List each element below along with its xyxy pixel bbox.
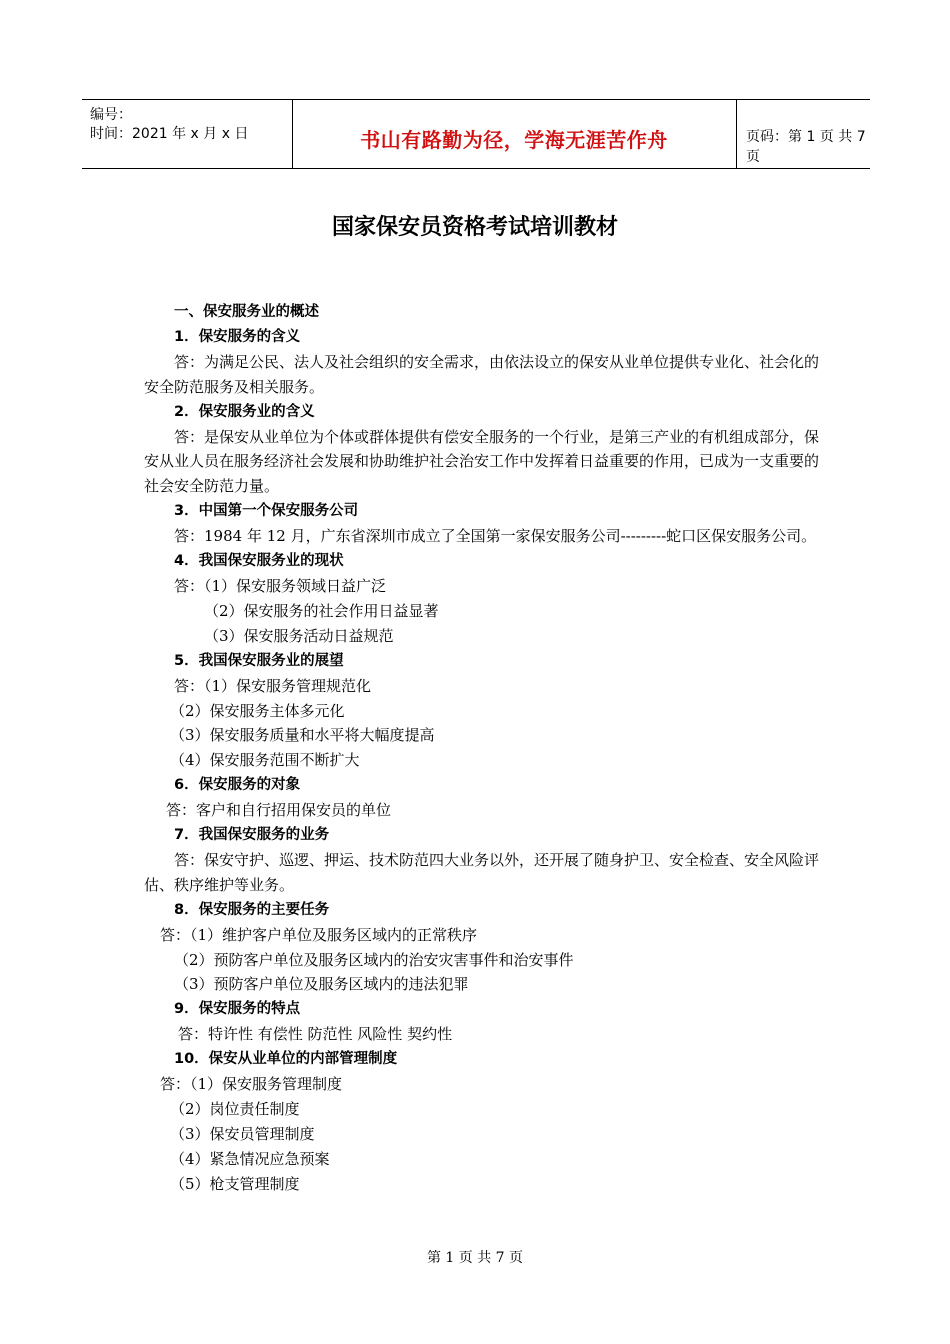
- section-heading: 5．我国保安服务业的展望: [174, 652, 344, 669]
- body-paragraph: 答：保安守护、巡逻、押运、技术防范四大业务以外，还开展了随身护卫、安全检查、安全风险评估、秩序维护等业务。: [144, 850, 820, 894]
- section-heading: 7．我国保安服务的业务: [174, 827, 330, 844]
- body-paragraph: 答：为满足公民、法人及社会组织的安全需求，由依法设立的保安从业单位提供专业化、社会化的安全防范服务及相关服务。: [144, 352, 820, 396]
- header-meta-cell: [82, 100, 293, 168]
- header-motto: 书山有路勤为径，学海无涯苦作舟: [360, 128, 668, 152]
- section-heading: 1．保安服务的含义: [174, 328, 301, 345]
- body-paragraph: （4）紧急情况应急预案: [170, 1149, 330, 1168]
- body-paragraph: 答：（1）保安服务管理规范化: [174, 676, 372, 695]
- body-paragraph: （2）岗位责任制度: [170, 1100, 300, 1118]
- section-heading: 8．保安服务的主要任务: [174, 901, 330, 918]
- section-heading: 4．我国保安服务业的现状: [174, 553, 344, 570]
- body-paragraph: （3）保安服务质量和水平将大幅度提高: [170, 726, 435, 745]
- body-paragraph: 答：是保安从业单位为个体或群体提供有偿安全服务的一个行业，是第三产业的有机组成部分，保安从业人员在服务经济社会发展和协助维护社会治安工作中发挥着日益重要的作用，已成为一支重要的社会安全防范力量。: [144, 427, 820, 496]
- document-header: [82, 99, 870, 169]
- body-paragraph: 答：客户和自行招用保安员的单位: [166, 801, 392, 820]
- section-heading: 6．保安服务的对象: [174, 777, 301, 794]
- header-page-info: 页码：第 1 页 共 7 页: [746, 129, 866, 165]
- document-number-label: 编号：: [90, 107, 132, 123]
- body-paragraph: 答：（1）维护客户单位及服务区域内的正常秩序: [160, 925, 478, 944]
- body-paragraph: （2）保安服务的社会作用日益显著: [204, 601, 439, 620]
- body-paragraph: （2）保安服务主体多元化: [170, 701, 345, 720]
- header-motto-cell: [292, 100, 737, 168]
- document-time-label: 时间：2021 年 x 月 x 日: [90, 126, 249, 142]
- section-heading: 2．保安服务业的含义: [174, 403, 315, 420]
- header-page-cell: [736, 100, 870, 168]
- body-paragraph: 答：（1）保安服务管理制度: [160, 1075, 343, 1094]
- section-heading: 3．中国第一个保安服务公司: [174, 503, 359, 520]
- body-paragraph: 答：1984 年 12 月，广东省深圳市成立了全国第一家保安服务公司---------蛇口区保安服务公司。: [174, 527, 817, 546]
- body-paragraph: （3）保安服务活动日益规范: [204, 626, 394, 645]
- body-paragraph: （3）保安员管理制度: [170, 1124, 315, 1143]
- body-paragraph: 答：（1）保安服务领域日益广泛: [174, 576, 387, 595]
- document-title: 国家保安员资格考试培训教材: [331, 215, 618, 240]
- page-footer: 第 1 页 共 7 页: [426, 1250, 524, 1266]
- section-heading: 9．保安服务的特点: [174, 1001, 301, 1018]
- body-paragraph: 答：特许性 有偿性 防范性 风险性 契约性: [178, 1025, 453, 1044]
- body-paragraph: （5）枪支管理制度: [170, 1174, 300, 1193]
- body-paragraph: （2）预防客户单位及服务区域内的治安灾害事件和治安事件: [174, 950, 574, 969]
- section-heading: 一、保安服务业的概述: [174, 304, 319, 320]
- body-paragraph: （4）保安服务范围不断扩大: [170, 751, 360, 770]
- section-heading: 10．保安从业单位的内部管理制度: [174, 1051, 398, 1068]
- document-body: [144, 300, 824, 1197]
- body-paragraph: （3）预防客户单位及服务区域内的违法犯罪: [174, 975, 469, 994]
